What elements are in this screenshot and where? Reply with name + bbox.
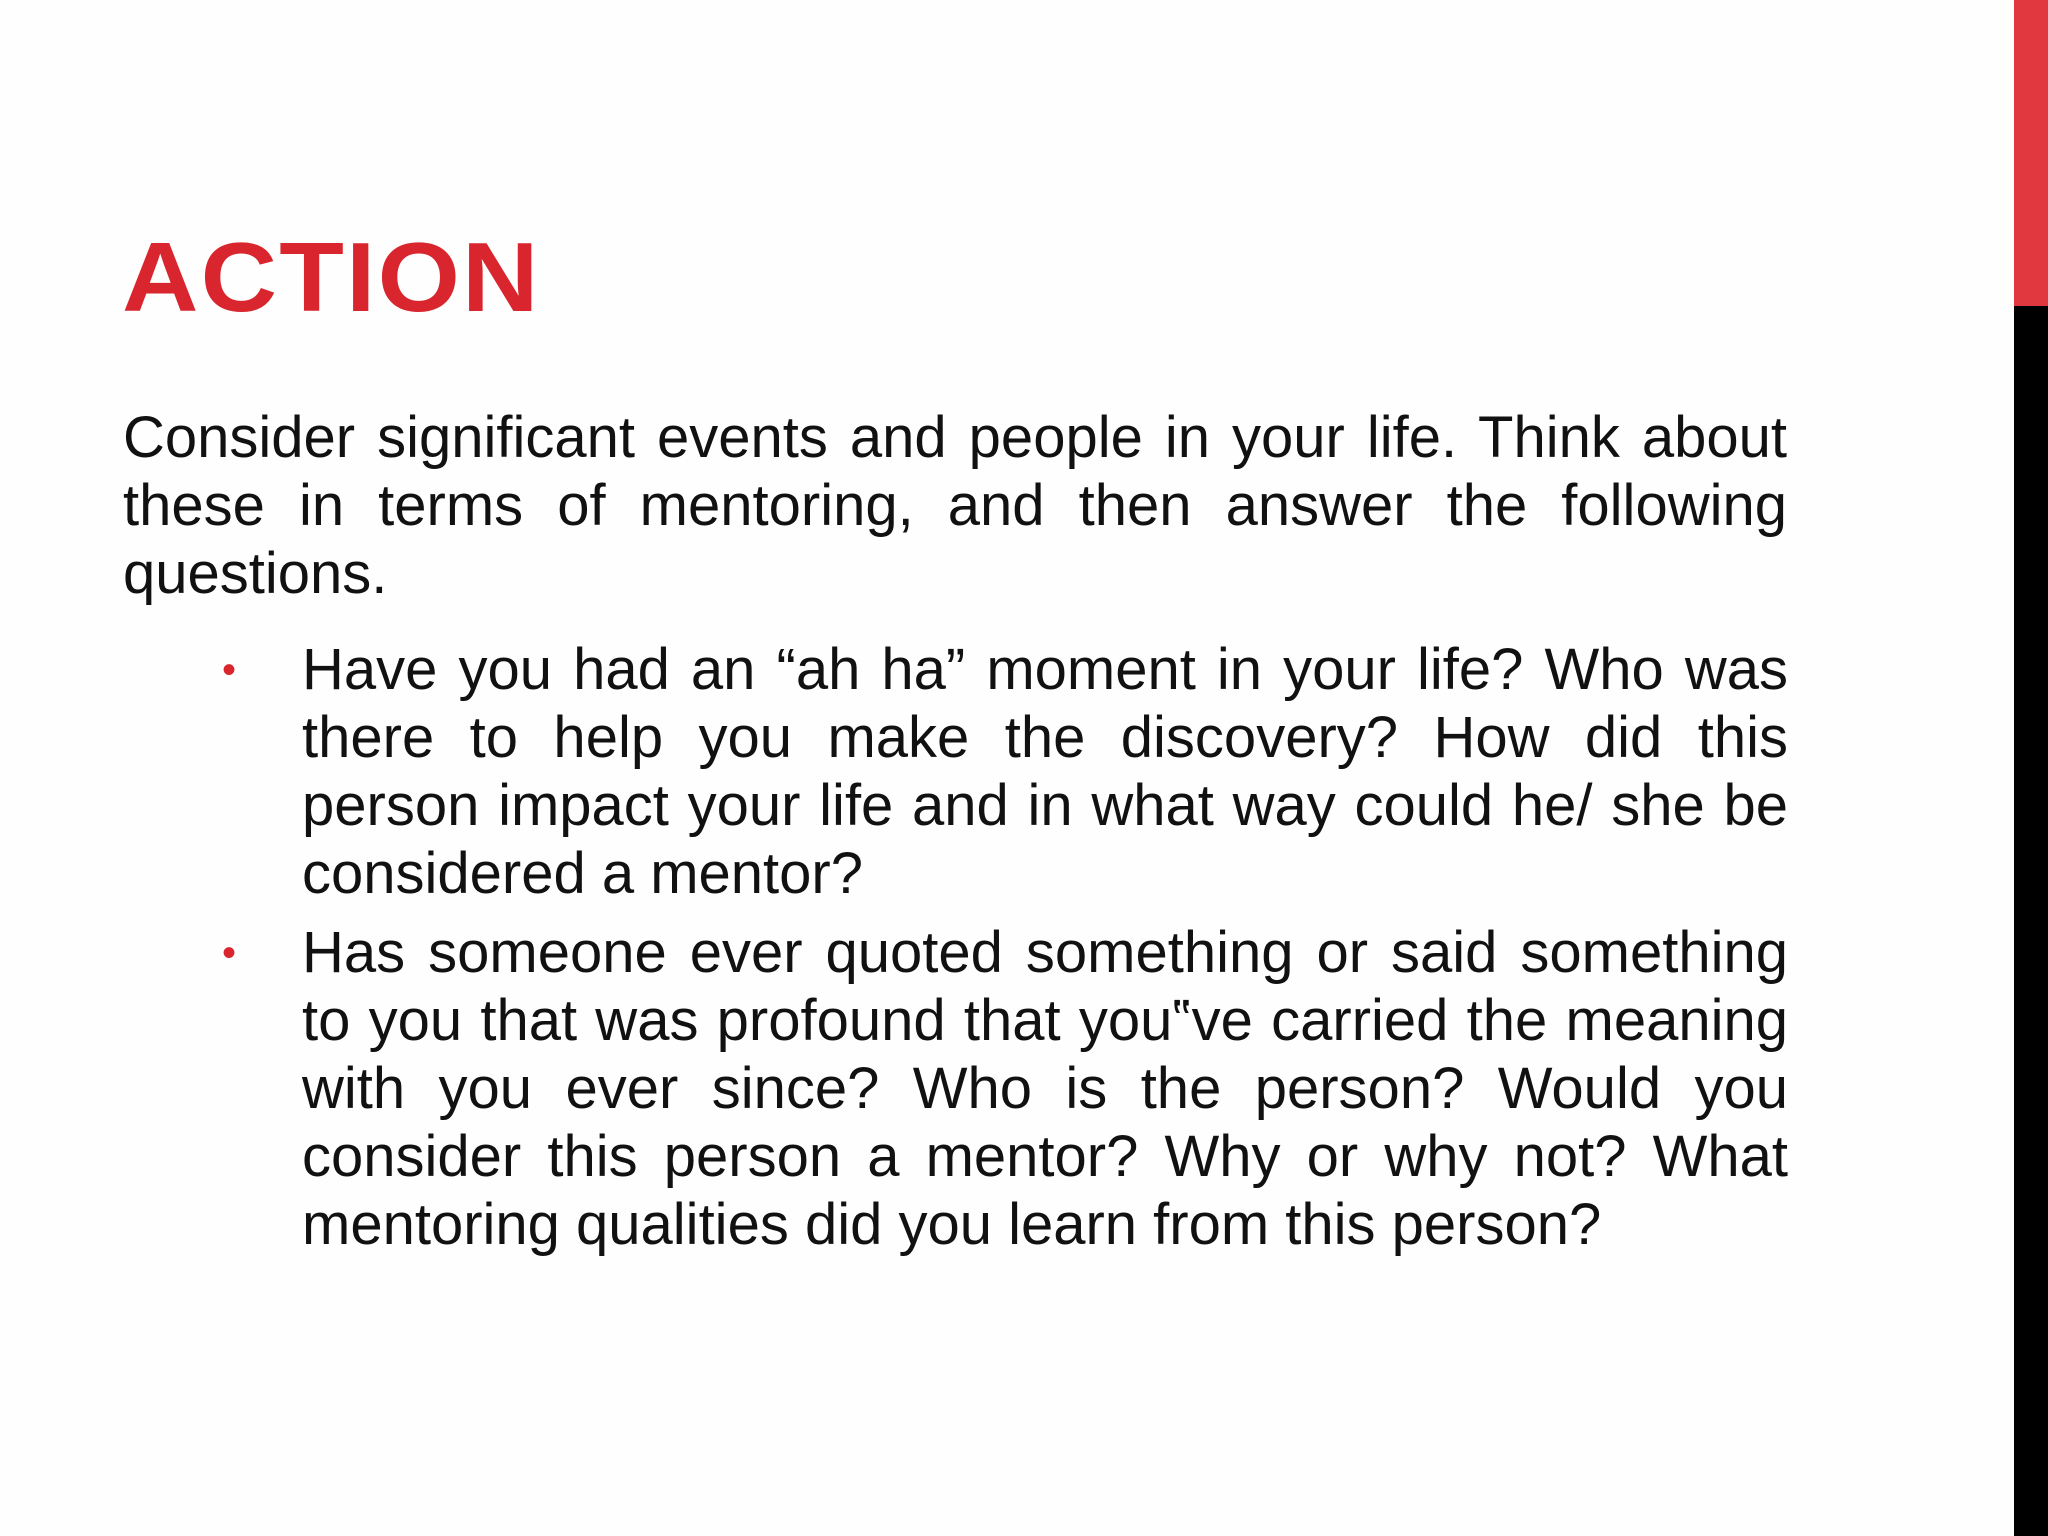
- list-item: [222, 636, 1788, 908]
- side-bar-accent: [2014, 0, 2048, 306]
- bullet-icon: •: [222, 931, 237, 975]
- list-item: [222, 919, 1788, 1259]
- intro-paragraph: Consider significant events and people in your life. Think about these in terms of mentoring, and then answer the following questions.: [123, 405, 1787, 606]
- question-text: Has someone ever quoted something or said something to you that was profound that you‟ve carried the meaning with you ever since? Who is the person? Would you consider this person a mentor? Why or why not? What mentoring qualities did you learn from this person?: [302, 920, 1788, 1257]
- question-list: [222, 636, 1788, 1270]
- question-text: Have you had an “ah ha” moment in your life? Who was there to help you make the discovery? How did this person impact your life and in what way could he/ she be considered a mentor?: [302, 637, 1788, 906]
- bullet-icon: •: [222, 648, 237, 692]
- slide-title: ACTION: [122, 222, 541, 332]
